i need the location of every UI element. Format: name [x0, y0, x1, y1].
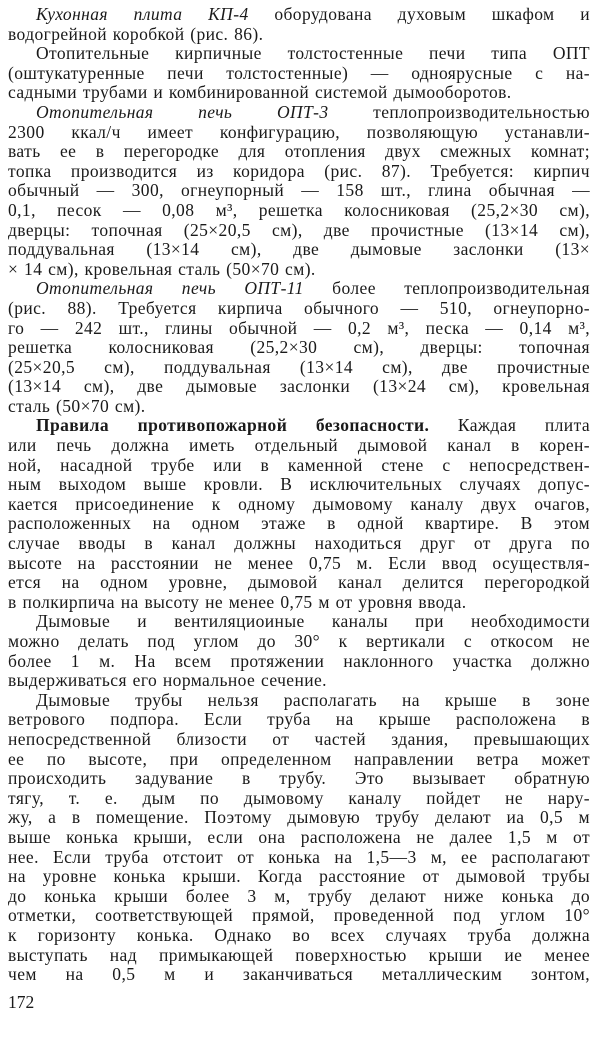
- line-text: садными трубами и комбинированной системой дымооборотов.: [8, 82, 512, 103]
- line-text: расположенных на одном этаже в одной квартире. В этом: [8, 513, 590, 534]
- text-line: [8, 848, 590, 868]
- line-text: ется на одном уровне, дымовой канал делится перегородкой: [8, 572, 590, 593]
- text-line: [8, 769, 590, 789]
- text-line: [8, 691, 590, 711]
- line-text: или печь должна иметь отдельный дымовой канал в корен-: [8, 435, 590, 456]
- text-line: [8, 279, 590, 299]
- line-text: отметки, соответствующей прямой, проведенной под углом 10°: [8, 905, 590, 926]
- paragraph: [8, 691, 590, 985]
- line-text: ее по высоте, при определенном направлении ветра может: [8, 748, 590, 769]
- line-text: нее. Если труба отстоит от конька на 1,5—3 м, ее располагают: [8, 846, 590, 867]
- page-body: [8, 5, 590, 985]
- text-line: [8, 965, 590, 985]
- line-text: можно делать под углом до 30° к вертикали с откосом не: [8, 631, 590, 651]
- line-text: ной, насадной трубе или в каменной стене с непосредствен-: [8, 454, 590, 475]
- text-line: [8, 142, 590, 162]
- line-text: (25×20,5 см), поддувальная (13×14 см), две прочистные: [8, 356, 590, 377]
- paragraph: [8, 612, 590, 690]
- text-line: [8, 946, 590, 966]
- text-line: [8, 808, 590, 828]
- page-number: 172: [8, 992, 35, 1012]
- term-lead: Отопительная печь ОПТ-3: [36, 101, 329, 122]
- text-line: [8, 358, 590, 378]
- text-line: [8, 926, 590, 946]
- text-line: [8, 260, 590, 280]
- line-text: на уровне конька крыши. Когда расстояние от дымовой трубы: [8, 866, 590, 887]
- text-line: [8, 456, 590, 476]
- line-text: 2300 ккал/ч имеет конфигурацию, позволяющую устанавли-: [8, 121, 590, 142]
- text-line: [8, 534, 590, 554]
- line-text: более теплопроизводительная: [303, 278, 590, 299]
- text-line: [8, 44, 590, 64]
- line-text: ветрового подпора. Если труба на крыше расположена в: [8, 709, 590, 730]
- line-text: к горизонту конька. Однако во всех случаях труба должна: [8, 924, 590, 945]
- text-line: [8, 83, 590, 103]
- line-text: Отопительные кирпичные толстостенные печи типа ОПТ: [36, 43, 590, 64]
- text-line: [8, 750, 590, 770]
- paragraph: [8, 416, 590, 612]
- text-line: [8, 671, 590, 691]
- text-line: [8, 397, 590, 417]
- paragraph: [8, 279, 590, 416]
- text-line: [8, 632, 590, 652]
- line-text: кается присоединение к одному дымовому каналу двух очагов,: [8, 493, 590, 514]
- line-text: тягу, т. е. дым по дымовому каналу пойдет не нару-: [8, 787, 590, 808]
- paragraph: [8, 103, 590, 279]
- text-line: [8, 612, 590, 632]
- text-line: [8, 240, 590, 260]
- line-text: высоте на расстоянии не менее 0,75 м. Если ввод осуществля-: [8, 552, 590, 573]
- line-text: 0,1, песок — 0,08 м³, решетка колосниковая (25,2×30 см),: [8, 199, 590, 220]
- line-text: выступать над примыкающей поверхностью крыши ие менее: [8, 944, 590, 965]
- paragraph: [8, 44, 590, 103]
- text-line: [8, 181, 590, 201]
- line-text: вать ее в перегородке для отопления двух смежных комнат;: [8, 141, 590, 162]
- text-line: [8, 25, 590, 45]
- line-text: непосредственной близости от частей здания, превышающих: [8, 728, 590, 749]
- text-line: [8, 495, 590, 515]
- line-text: Дымовые и вентиляциоиные каналы при необходимости: [36, 611, 590, 632]
- line-text: случае вводы в канал должны находиться друг от друга по: [8, 533, 590, 554]
- text-line: [8, 436, 590, 456]
- text-line: [8, 5, 590, 25]
- line-text: ным выходом выше кровли. В исключительных случаях допус-: [8, 474, 590, 495]
- line-text: до конька крыши более 3 м, трубу делают ниже конька до: [8, 885, 590, 906]
- text-line: [8, 828, 590, 848]
- text-line: [8, 887, 590, 907]
- text-line: [8, 416, 590, 436]
- term-lead: Отопительная печь ОПТ-11: [36, 278, 304, 299]
- line-text: Каждая плита: [429, 415, 590, 436]
- line-text: водогрейной коробкой (рис. 86).: [8, 23, 264, 44]
- text-line: [8, 103, 590, 123]
- line-text: обычный — 300, огнеупорный — 158 шт., глина обычная —: [8, 180, 590, 201]
- line-text: выдерживаться его нормальное сечение.: [8, 670, 327, 691]
- text-line: [8, 710, 590, 730]
- line-text: более 1 м. На всем протяжении наклонного участка должно: [8, 650, 590, 671]
- line-text: чем на 0,5 м и заканчиваться металлическим зонтом,: [8, 964, 590, 985]
- text-line: [8, 377, 590, 397]
- line-text: (13×14 см), две дымовые заслонки (13×24 см), кровельная: [8, 376, 590, 397]
- line-text: происходить задувание в трубу. Это вызывает обратную: [8, 768, 590, 789]
- text-line: [8, 867, 590, 887]
- text-line: [8, 730, 590, 750]
- text-line: [8, 201, 590, 221]
- text-line: [8, 514, 590, 534]
- text-line: [8, 554, 590, 574]
- text-line: [8, 906, 590, 926]
- line-text: × 14 см), кровельная сталь (50×70 см).: [8, 258, 316, 279]
- text-line: [8, 221, 590, 241]
- line-text: топка производится из коридора (рис. 87). Требуется: кирпич: [8, 160, 590, 181]
- line-text: поддувальная (13×14 см), две дымовые заслонки (13×: [8, 239, 590, 260]
- line-text: го — 242 шт., глины обычной — 0,2 м³, песка — 0,14 м³,: [8, 317, 590, 338]
- text-line: [8, 593, 590, 613]
- line-text: выше конька крыши, если она расположена не далее 1,5 м от: [8, 826, 590, 847]
- line-text: теплопроизводительностью: [328, 101, 590, 122]
- text-line: [8, 475, 590, 495]
- line-text: оборудована духовым шкафом и: [248, 4, 591, 24]
- line-text: Дымовые трубы нельзя располагать на крыше в зоне: [36, 689, 590, 710]
- line-text: жу, а в помещение. Поэтому дымовую трубу делают иа 0,5 м: [8, 807, 590, 828]
- text-line: [8, 123, 590, 143]
- section-heading: Правила противопожарной безопасности.: [36, 415, 430, 436]
- line-text: в полкирпича на высоту не менее 0,75 м от уровня ввода.: [8, 591, 467, 612]
- line-text: сталь (50×70 см).: [8, 395, 146, 416]
- term-lead: Кухонная плита КП-4: [36, 4, 249, 24]
- line-text: дверцы: топочная (25×20,5 см), две прочистные (13×14 см),: [8, 219, 590, 240]
- text-line: [8, 652, 590, 672]
- text-line: [8, 162, 590, 182]
- text-line: [8, 338, 590, 358]
- line-text: решетка колосниковая (25,2×30 см), дверцы: топочная: [8, 337, 590, 358]
- text-line: [8, 573, 590, 593]
- text-line: [8, 319, 590, 339]
- text-line: [8, 64, 590, 84]
- text-line: [8, 789, 590, 809]
- line-text: (рис. 88). Требуется кирпича обычного — 510, огнеупорно-: [8, 297, 590, 318]
- paragraph: [8, 5, 590, 44]
- text-line: [8, 299, 590, 319]
- line-text: (оштукатуренные печи толстостенные) — одноярусные с на-: [8, 62, 590, 83]
